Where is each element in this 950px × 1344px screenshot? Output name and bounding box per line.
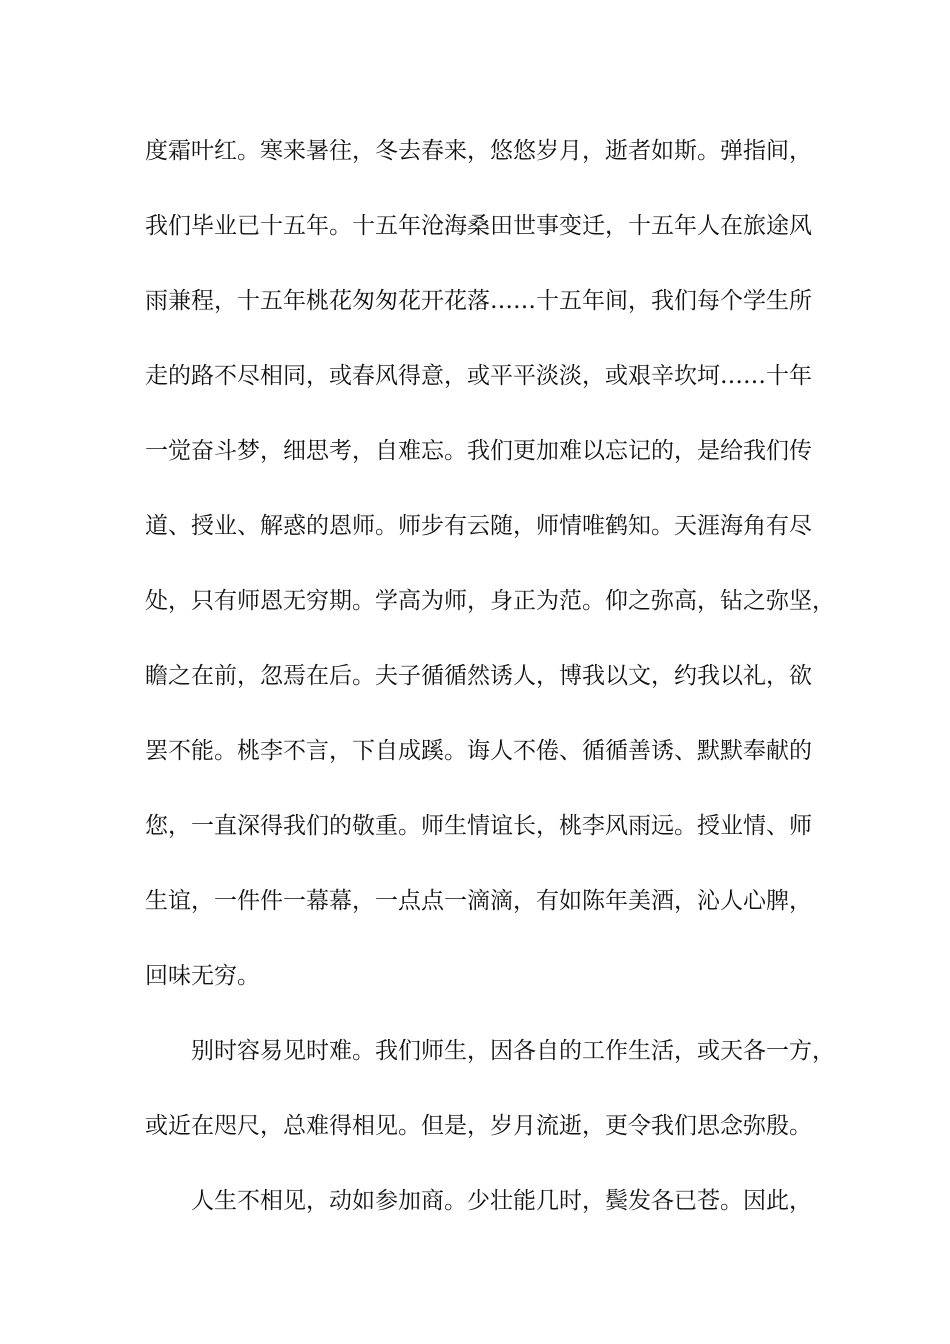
text-line: 处，只有师恩无穷期。学高为师，身正为范。仰之弥高，钻之弥坚， xyxy=(145,588,835,614)
text-line: 或近在咫尺，总难得相见。但是，岁月流逝，更令我们思念弥殷。 xyxy=(145,1113,812,1139)
text-line: 回味无穷。 xyxy=(145,963,260,989)
text-line: 罢不能。桃李不言，下自成蹊。诲人不倦、循循善诱、默默奉献的 xyxy=(145,738,812,764)
body-text xyxy=(145,130,845,1255)
text-line: 瞻之在前，忽焉在后。夫子循循然诱人，博我以文，约我以礼，欲 xyxy=(145,663,812,689)
text-line: 我们毕业已十五年。十五年沧海桑田世事变迁，十五年人在旅途风 xyxy=(145,213,812,239)
paragraph-start-line: 别时容易见时难。我们师生，因各自的工作生活，或天各一方， xyxy=(191,1038,835,1064)
text-line: 一觉奋斗梦，细思考，自难忘。我们更加难以忘记的，是给我们传 xyxy=(145,438,812,464)
text-line: 您，一直深得我们的敬重。师生情谊长，桃李风雨远。授业情、师 xyxy=(145,813,812,839)
text-line: 度霜叶红。寒来暑往，冬去春来，悠悠岁月，逝者如斯。弹指间， xyxy=(145,138,812,164)
text-line: 走的路不尽相同，或春风得意，或平平淡淡，或艰辛坎坷……十年 xyxy=(145,363,812,389)
text-line: 雨兼程，十五年桃花匆匆花开花落……十五年间，我们每个学生所 xyxy=(145,288,812,314)
paragraph-start-line: 人生不相见，动如参加商。少壮能几时，鬓发各已苍。因此， xyxy=(191,1188,812,1214)
text-line: 道、授业、解惑的恩师。师步有云随，师情唯鹤知。天涯海角有尽 xyxy=(145,513,812,539)
text-line: 生谊，一件件一幕幕，一点点一滴滴，有如陈年美酒，沁人心脾， xyxy=(145,888,812,914)
